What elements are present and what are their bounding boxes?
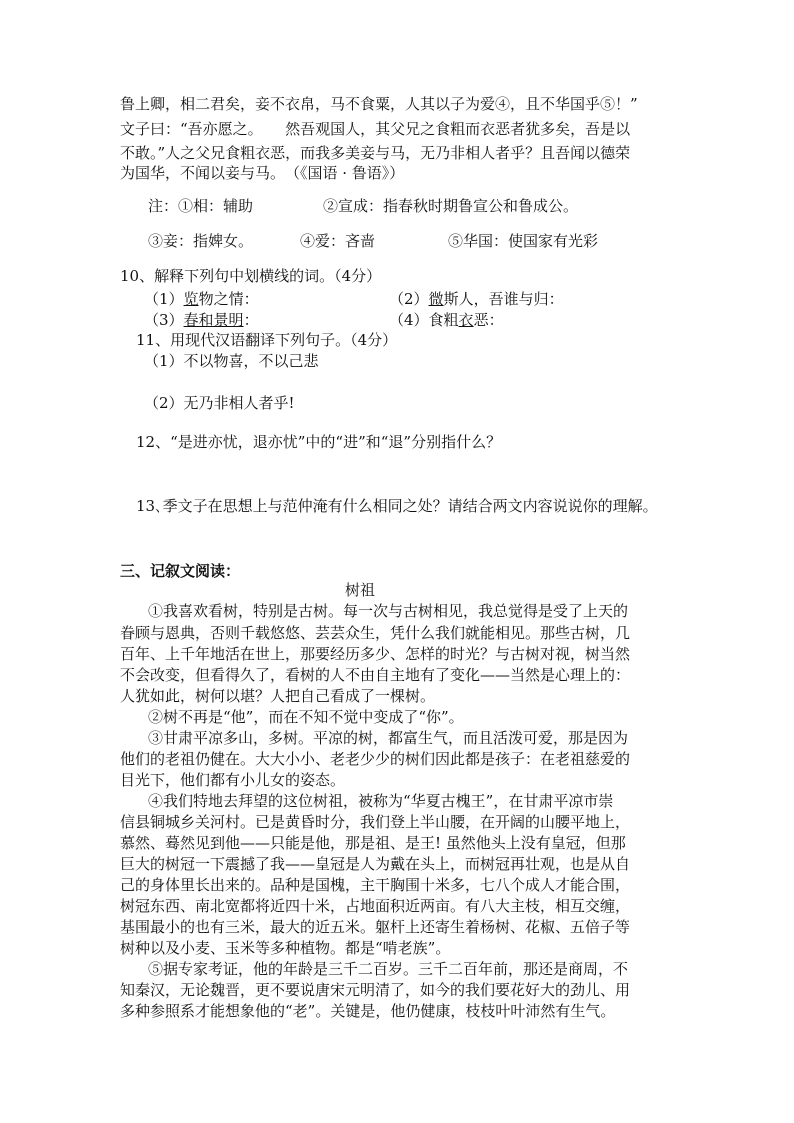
- underlined-word: 衣: [458, 311, 474, 329]
- article-line: 基围最小的也有三米，最大的近五米。躯杆上还寄生着杨树、花椒、五倍子等: [120, 918, 631, 936]
- article-line: 树冠东西、南北宽都将近四十米，占地面积近两亩。有八大主枝，相互交缠，: [120, 897, 631, 915]
- article-line: 巨大的树冠一下震撼了我——皇冠是人为戴在头上，而树冠再壮观，也是从自: [120, 855, 631, 873]
- article-line: ⑤据专家考证，他的年龄是三千二百岁。三千二百年前，那还是商周，不: [148, 960, 629, 978]
- note-1: 注：①相：辅助: [148, 197, 254, 215]
- article-line: ①我喜欢看树，特别是古树。每一次与古树相见，我总觉得是受了上天的: [148, 602, 629, 620]
- article-line: 百年、上千年地活在世上，那要经历多少、怎样的时光？与古树对视，树当然: [120, 645, 631, 663]
- article-line: 多种参照系才能想象他的“老”。关键是，他仍健康，枝枝叶叶沛然有生气。: [120, 1002, 616, 1020]
- article-line: 信县铜城乡关河村。已是黄昏时分，我们登上半山腰，在开阔的山腰平地上，: [120, 813, 631, 831]
- question-10-item-4: （4）食粗衣恶：: [389, 311, 504, 329]
- article-line: ③甘肃平凉多山，多树。平凉的树，都富生气，而且活泼可爱，那是因为: [148, 729, 629, 747]
- question-10-title: 10、解释下列句中划横线的词。（4分）: [120, 267, 382, 285]
- question-10-item-2: （2）微斯人，吾谁与归：: [389, 290, 564, 308]
- passage-line: 为国华，不闻以妾与马。 （《国语 · 鲁语》）: [120, 164, 405, 182]
- question-13: 13､季文子在思想上与范仲淹有什么相同之处？请结合两文内容说说你的理解。: [136, 497, 658, 515]
- section-heading: 三、记叙文阅读：: [120, 562, 241, 580]
- article-line: ②树不再是“他”，而在不知不觉中变成了“你”。: [148, 708, 464, 726]
- passage-line: 鲁上卿，相二君矣，妾不衣帛，马不食粟，人其以子为爱④，且不华国乎⑤！”: [120, 95, 638, 113]
- article-line: 己的身体里长出来的。品种是国槐，主干胸围十米多，七八个成人才能合围，: [120, 876, 631, 894]
- question-11-title: 11、用现代汉语翻译下列句子。（4分）: [136, 331, 398, 349]
- note-4: ④爱：吝啬: [300, 232, 376, 250]
- note-5: ⑤华国：使国家有光彩: [448, 232, 599, 250]
- article-line: ④我们特地去拜望的这位树祖，被称为“华夏古槐王”，在甘肃平凉市崇: [148, 792, 614, 810]
- question-12: 12、“是进亦忧，退亦忧”中的“进”和“退”分别指什么？: [136, 433, 502, 451]
- article-line: 人犹如此，树何以堪？人把自己看成了一棵树。: [120, 687, 436, 705]
- article-line: 树种以及小麦、玉米等多种植物。都是“啃老族”。: [120, 939, 451, 957]
- article-line: 他们的老祖仍健在。大大小小、老老少少的树们因此都是孩子：在老祖慈爱的: [120, 750, 631, 768]
- note-3: ③妾：指婢女。: [148, 232, 254, 250]
- article-line: 不会改变，但看得久了，看树的人不由自主地有了变化——当然是心理上的：: [120, 666, 631, 684]
- question-10-item-3: （3）春和景明：: [144, 311, 259, 329]
- underlined-word: 春和景明: [183, 311, 244, 329]
- article-line: 目光下，他们都有小儿女的姿态。: [120, 771, 346, 789]
- passage-line: 不敢。”人之父兄食粗衣恶，而我多美妾与马，无乃非相人者乎？且吾闻以德荣: [120, 144, 631, 162]
- question-11-item-2: （2）无乃非相人者乎!: [144, 394, 295, 412]
- underlined-word: 览: [183, 290, 199, 308]
- article-line: 知秦汉，无论魏晋，更不要说唐宋元明清了，如今的我们要花好大的劲儿、用: [120, 981, 631, 999]
- article-line: 眷顾与恩典，否则千载悠悠、芸芸众生，凭什么我们就能相见。那些古树，几: [120, 624, 631, 642]
- note-2: ②宣成：指春秋时期鲁宣公和鲁成公。: [323, 197, 579, 215]
- passage-line: 文子曰：“吾亦愿之。 然吾观国人，其父兄之食粗而衣恶者犹多矣，吾是以: [120, 120, 631, 138]
- underlined-word: 微: [428, 290, 444, 308]
- article-title: 树祖: [345, 581, 376, 599]
- article-line: 慕然、蓦然见到他——只能是他，那是祖、是王! 虽然他头上没有皇冠，但那: [120, 834, 626, 852]
- question-10-item-1: （1）览物之情：: [144, 290, 259, 308]
- question-11-item-1: （1）不以物喜，不以己悲: [144, 352, 319, 370]
